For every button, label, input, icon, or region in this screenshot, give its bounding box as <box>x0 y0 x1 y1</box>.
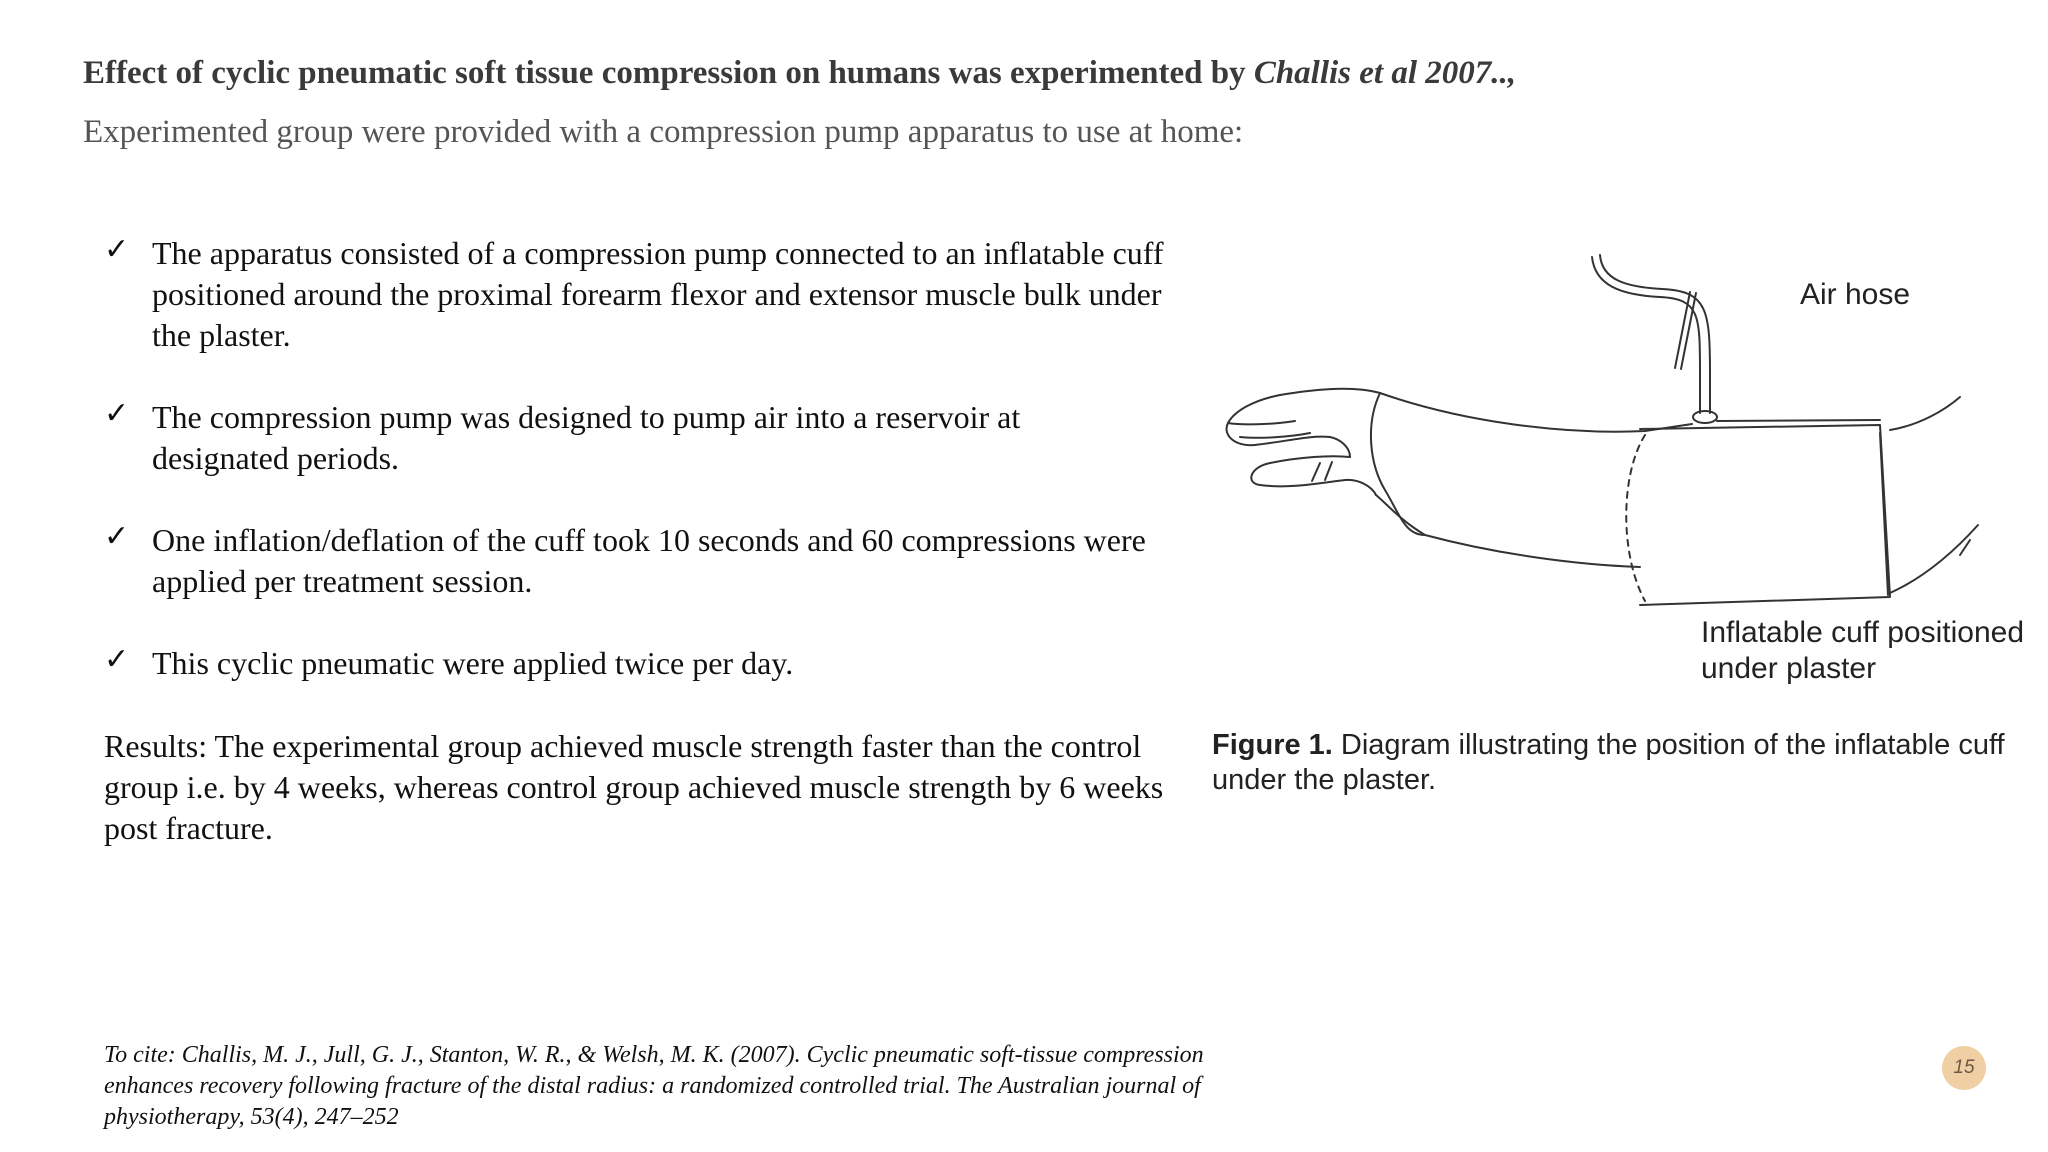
air-hose-line <box>1592 257 1700 413</box>
bullet-text: One inflation/deflation of the cuff took 10 seconds and 60 compressions were applied per treatment session. <box>152 522 1146 599</box>
results-paragraph: Results: The experimental group achieved muscle strength faster than the control group i.e. by 4 weeks, whereas control group achieved muscle strength by 6 weeks post fracture. <box>104 728 1164 846</box>
cuff-outline <box>1640 425 1890 605</box>
forearm-upper-edge <box>1380 393 1692 432</box>
bullet-item <box>104 520 1164 602</box>
figure-diagram <box>1200 225 2048 705</box>
cuff-inner <box>1880 433 1888 595</box>
check-icon: ✓ <box>104 232 130 267</box>
hose-connector <box>1693 411 1717 423</box>
air-hose-line-2 <box>1600 255 1710 413</box>
bullet-text: The compression pump was designed to pump air into a reservoir at designated periods. <box>152 399 1021 476</box>
bullet-text: This cyclic pneumatic were applied twice per day. <box>152 645 794 681</box>
slide-subheading: Experimented group were provided with a compression pump apparatus to use at home: <box>83 114 1244 150</box>
bullet-item <box>104 397 1164 479</box>
finger-2 <box>1240 433 1310 438</box>
label-air-hose: Air hose <box>1800 278 1911 311</box>
forearm-lower-edge <box>1425 535 1640 567</box>
knuckle-lines <box>1312 462 1332 481</box>
caption-bold: Figure 1. <box>1212 729 1333 761</box>
slide-heading <box>83 55 1983 92</box>
plaster-outline <box>1371 393 1425 535</box>
heading-text: Effect of cyclic pneumatic soft tissue compression on humans was experimented by <box>83 55 1254 91</box>
check-icon: ✓ <box>104 396 130 431</box>
wrist-line <box>1376 495 1425 535</box>
bullet-item <box>104 233 1164 356</box>
finger-1 <box>1228 421 1295 424</box>
hand-outline <box>1227 389 1380 457</box>
upper-arm-edge <box>1890 397 1960 430</box>
cuff-top-strap <box>1717 420 1880 421</box>
figure-caption <box>1212 728 2032 798</box>
check-icon: ✓ <box>104 642 130 677</box>
bullet-text: The apparatus consisted of a compression pump connected to an inflatable cuff positioned around the proximal forearm flexor and extensor muscle bulk under the plaster. <box>152 235 1164 353</box>
caption-text: Diagram illustrating the position of the inflatable cuff under the plaster. <box>1212 729 2005 796</box>
upper-arm-lower-edge <box>1890 525 1978 593</box>
bullet-item <box>104 643 1164 684</box>
check-icon: ✓ <box>104 519 130 554</box>
cuff-dashed-edge <box>1626 435 1645 601</box>
page-number-badge: 15 <box>1942 1046 1986 1090</box>
label-inflatable-cuff: Inflatable cuff positioned under plaster <box>1701 616 2025 685</box>
heading-emphasis: Challis et al 2007.., <box>1253 55 1517 91</box>
bullet-list <box>104 233 1164 725</box>
citation: To cite: Challis, M. J., Jull, G. J., Stanton, W. R., & Welsh, M. K. (2007). Cyclic pneumatic soft-tissue compression enhances recovery following fracture of the distal radius: a randomized controlled trial. The Australian journal of physiotherapy, 53(4), 247–252 <box>104 1042 1204 1130</box>
